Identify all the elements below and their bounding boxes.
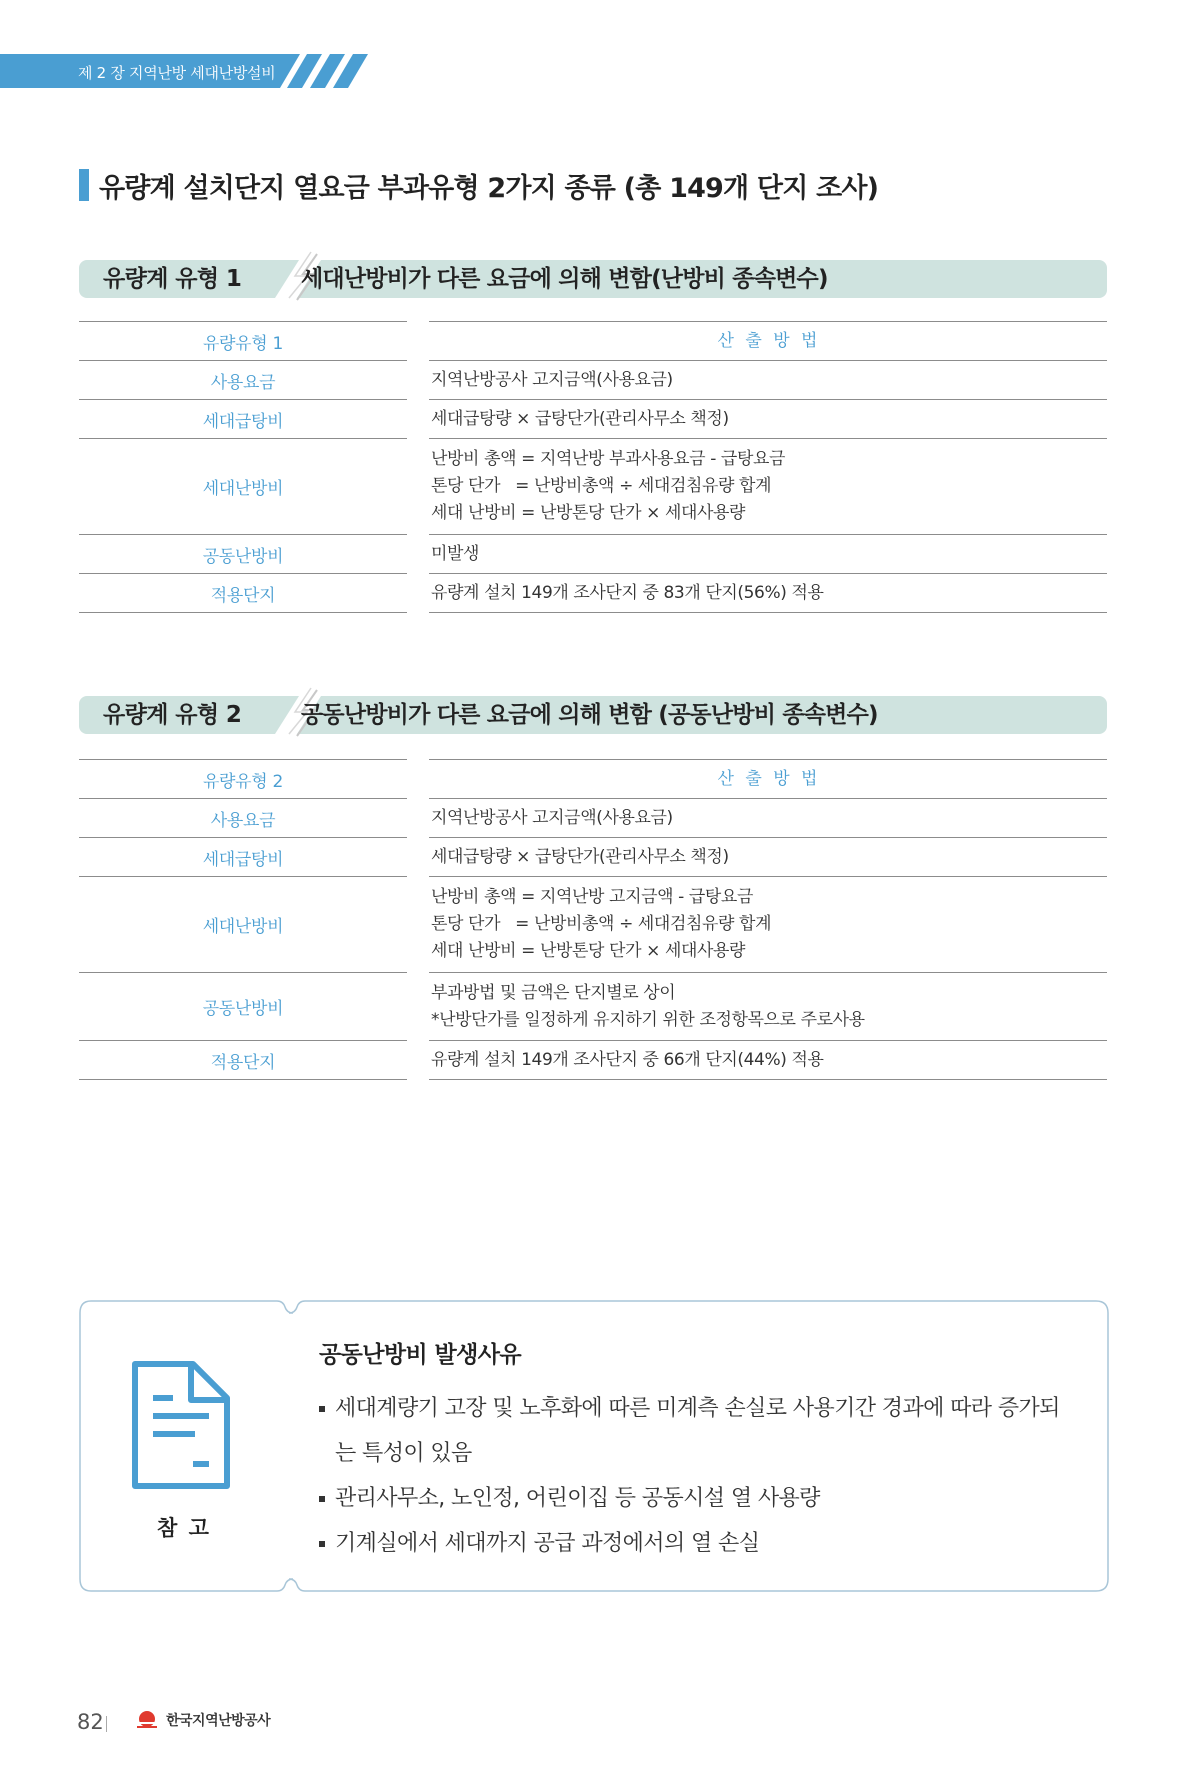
row-value-line: 난방비 총액 = 지역난방 부과사용요금 - 급탕요금 bbox=[431, 449, 786, 469]
row-value bbox=[429, 838, 1107, 877]
row-value bbox=[429, 799, 1107, 838]
row-label: 세대급탕비 bbox=[79, 400, 407, 439]
note-title: 공동난방비 발생사유 bbox=[319, 1342, 521, 1368]
reference-note-box bbox=[79, 1300, 1109, 1592]
table-header-right: 산 출 방 법 bbox=[429, 321, 1107, 361]
logo-sun-icon bbox=[134, 1709, 160, 1731]
row-value-line: 세대급탕량 × 급탕단가(관리사무소 책정) bbox=[431, 408, 729, 429]
list-item: 관리사무소, 노인정, 어린이집 등 공동시설 열 사용량 bbox=[319, 1476, 1079, 1521]
page-separator bbox=[106, 1716, 107, 1732]
table-row bbox=[79, 439, 1107, 535]
row-value bbox=[429, 1041, 1107, 1080]
table-row bbox=[79, 838, 1107, 877]
table-row bbox=[79, 574, 1107, 613]
row-label: 세대난방비 bbox=[79, 877, 407, 973]
table-header-left: 유량유형 1 bbox=[79, 321, 407, 361]
type2-label: 유량계 유형 2 bbox=[103, 702, 242, 728]
table-header-row bbox=[79, 321, 1107, 361]
table-row bbox=[79, 877, 1107, 973]
row-value bbox=[429, 400, 1107, 439]
company-logo bbox=[134, 1709, 270, 1731]
table-row bbox=[79, 973, 1107, 1041]
row-value-line: 지역난방공사 고지금액(사용요금) bbox=[431, 807, 673, 828]
row-value-line: 미발생 bbox=[431, 543, 480, 564]
row-value bbox=[429, 973, 1107, 1041]
document-icon bbox=[131, 1360, 231, 1490]
type1-table bbox=[79, 321, 1107, 613]
type1-description: 세대난방비가 다른 요금에 의해 변함(난방비 종속변수) bbox=[301, 266, 828, 292]
row-value-line: 세대 난방비 = 난방톤당 단가 × 세대사용량 bbox=[431, 503, 746, 523]
table-header-right: 산 출 방 법 bbox=[429, 759, 1107, 799]
row-value-line: 톤당 단가 = 난방비총액 ÷ 세대검침유량 합계 bbox=[431, 476, 772, 496]
type2-header bbox=[79, 696, 1107, 734]
list-item: 기계실에서 세대까지 공급 과정에서의 열 손실 bbox=[319, 1521, 1079, 1566]
type1-header bbox=[79, 260, 1107, 298]
main-title bbox=[79, 168, 878, 202]
chapter-title: 제 2 장 지역난방 세대난방설비 bbox=[78, 64, 276, 82]
row-value-line: 유량계 설치 149개 조사단지 중 83개 단지(56%) 적용 bbox=[431, 582, 824, 603]
row-label: 적용단지 bbox=[79, 1041, 407, 1080]
table-header-row bbox=[79, 759, 1107, 799]
type2-description: 공동난방비가 다른 요금에 의해 변함 (공동난방비 종속변수) bbox=[301, 702, 878, 728]
row-value-line: 톤당 단가 = 난방비총액 ÷ 세대검침유량 합계 bbox=[431, 914, 772, 934]
table-row bbox=[79, 799, 1107, 838]
row-label: 공동난방비 bbox=[79, 973, 407, 1041]
row-value-line: 난방비 총액 = 지역난방 고지금액 - 급탕요금 bbox=[431, 887, 753, 907]
table-row bbox=[79, 535, 1107, 574]
row-value-line: 지역난방공사 고지금액(사용요금) bbox=[431, 369, 673, 390]
row-value-line: *난방단가를 일정하게 유지하기 위한 조정항목으로 주로사용 bbox=[431, 1009, 865, 1030]
row-value bbox=[429, 877, 1107, 973]
page-number: 82 bbox=[77, 1710, 104, 1734]
title-marker bbox=[79, 169, 89, 201]
row-value bbox=[429, 535, 1107, 574]
reference-label: 참 고 bbox=[157, 1516, 211, 1540]
row-value-line: 부과방법 및 금액은 단지별로 상이 bbox=[431, 982, 676, 1003]
row-label: 세대난방비 bbox=[79, 439, 407, 535]
row-value-line: 세대급탕량 × 급탕단가(관리사무소 책정) bbox=[431, 846, 729, 867]
row-label: 세대급탕비 bbox=[79, 838, 407, 877]
table-row bbox=[79, 361, 1107, 400]
row-value bbox=[429, 574, 1107, 613]
row-label: 적용단지 bbox=[79, 574, 407, 613]
logo-text: 한국지역난방공사 bbox=[166, 1713, 271, 1729]
type2-table bbox=[79, 759, 1107, 1080]
row-label: 사용요금 bbox=[79, 361, 407, 400]
table-row bbox=[79, 400, 1107, 439]
row-label: 공동난방비 bbox=[79, 535, 407, 574]
main-title-text: 유량계 설치단지 열요금 부과유형 2가지 종류 (총 149개 단지 조사) bbox=[99, 172, 879, 204]
row-value-line: 세대 난방비 = 난방톤당 단가 × 세대사용량 bbox=[431, 941, 746, 961]
row-label: 사용요금 bbox=[79, 799, 407, 838]
row-value-line: 유량계 설치 149개 조사단지 중 66개 단지(44%) 적용 bbox=[431, 1049, 824, 1070]
list-item: 세대계량기 고장 및 노후화에 따른 미계측 손실로 사용기간 경과에 따라 증가되는 특성이 있음 bbox=[319, 1386, 1079, 1476]
note-list bbox=[319, 1386, 1079, 1566]
row-value bbox=[429, 439, 1107, 535]
table-header-left: 유량유형 2 bbox=[79, 759, 407, 799]
table-row bbox=[79, 1041, 1107, 1080]
row-value bbox=[429, 361, 1107, 400]
type1-label: 유량계 유형 1 bbox=[103, 266, 242, 292]
